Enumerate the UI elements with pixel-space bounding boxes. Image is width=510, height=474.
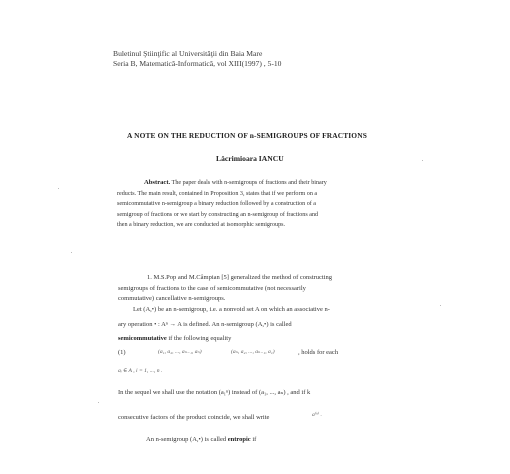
equation-number: (1)	[118, 349, 126, 356]
scan-speck	[58, 188, 59, 189]
power-notation: a⁽ᵏ⁾ .	[312, 412, 322, 418]
scan-speck	[98, 402, 99, 403]
term-entropic: entropic	[227, 436, 251, 443]
body-line-2: semigroups of fractions to the case of semicommutative (not necessarily	[118, 285, 306, 292]
body-line-4: Let (A,•) be an n-semigroup, i.e. a nonvoid set A on which an associative n-	[133, 306, 330, 313]
scan-speck	[422, 160, 423, 161]
author-name: Lăcrimioara IANCU	[216, 154, 284, 163]
scan-speck	[71, 252, 72, 253]
body-line-3: commutative) cancellative n-semigroups.	[118, 295, 226, 302]
abstract-line-2: reducts. The main result, contained in Proposition 3, states that if we perform on a	[117, 191, 318, 197]
equation-domain: aᵢ ∈ A , i = 1, ..., n .	[118, 368, 163, 374]
body-line-1: 1. M.S.Pop and M.Câmpian [5] generalized the method of constructing	[147, 274, 333, 281]
term-semicommutative: semicommutative	[118, 335, 167, 342]
equation-lhs: (a₁, a₂, ..., aₙ₋₁, aₙ)	[158, 349, 202, 355]
journal-header-line-1: Buletinul Ştiinţific al Universităţii din Baia Mare	[113, 49, 263, 58]
abstract-line-3: semicommutative n-semigroup a binary reduction followed by a construction of a	[117, 201, 317, 207]
abstract-line-4: semigroup of fractions or we start by constructing an n-semigroup of fractions and	[117, 212, 319, 218]
abstract-line-5: then a binary reduction, we are conducted at isomorphic semigroups.	[117, 222, 286, 228]
scan-speck	[440, 305, 441, 306]
paper-title: A NOTE ON THE REDUCTION OF n-SEMIGROUPS OF FRACTIONS	[127, 131, 367, 140]
journal-header-line-2: Seria B, Matematică-Informatică, vol XIII(1997) , 5-10	[113, 59, 282, 68]
abstract-line-1: Abstract. The paper deals with n-semigroups of fractions and their binary	[144, 179, 327, 186]
body-line-consecutive: consecutive factors of the product coincide, we shall write	[118, 414, 270, 421]
body-line-5: ary operation • : Aⁿ → A is defined. An n-semigroup (A,•) is called	[118, 321, 292, 328]
abstract-label: Abstract.	[144, 179, 171, 186]
equation-rhs: (aₙ, a₂, ..., aₙ₋₁, a₁)	[231, 349, 275, 355]
equation-suffix: , holds for each	[298, 349, 339, 356]
body-line-6: semicommutative if the following equality	[118, 335, 232, 342]
body-line-entropic: An n-semigroup (A,•) is called entropic if	[146, 436, 257, 443]
body-line-notation: In the sequel we shall use the notation (a₁ⁿ) instead of (a₁, ..., aₙ) , and if k	[118, 389, 311, 396]
